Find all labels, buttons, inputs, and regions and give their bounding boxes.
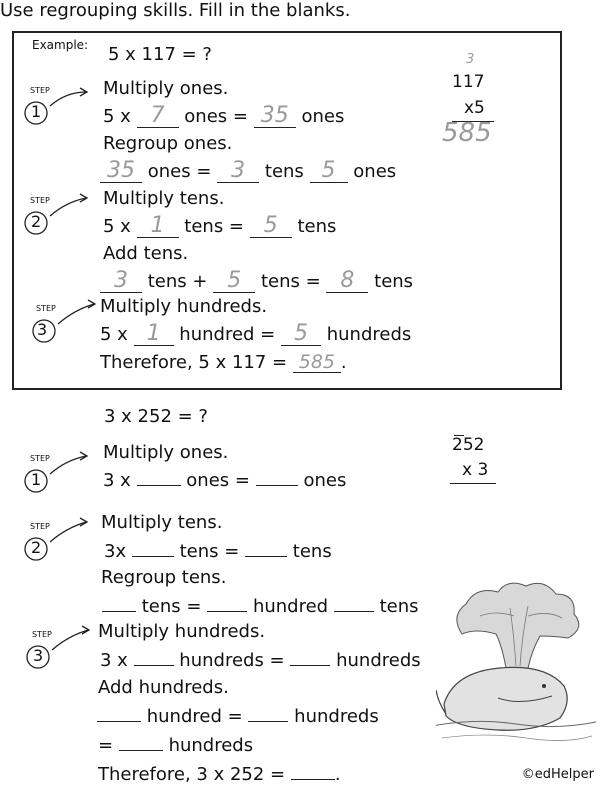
text: tens +	[147, 271, 208, 292]
answer-blank[interactable]: 585	[293, 353, 341, 373]
problem-therefore-line	[98, 763, 341, 785]
text: ones	[353, 161, 397, 182]
problem-multiply-tens-line	[104, 540, 332, 562]
step-label: STEP	[30, 196, 50, 205]
text: =	[98, 735, 114, 756]
answer-blank[interactable]	[291, 763, 335, 780]
example-therefore-line: Therefore, 5 x 117 = 585 .	[100, 351, 347, 373]
problem-regroup-tens-line	[102, 595, 418, 617]
problem-multiply-hundreds-heading: Multiply hundreds.	[98, 621, 266, 642]
problem-regroup-tens-heading: Regroup tens.	[101, 567, 227, 588]
problem-multiply-hundreds-line	[100, 649, 421, 671]
whale-spout-illustration	[436, 576, 596, 756]
text: 3 x	[103, 470, 131, 491]
example-add-tens-line	[100, 270, 413, 293]
problem-vertical-multiplier: x 3	[462, 460, 489, 480]
answer-blank[interactable]	[207, 595, 247, 612]
text: hundreds	[336, 650, 421, 671]
answer-blank[interactable]	[132, 540, 174, 557]
credit-text: ©edHelper	[521, 767, 594, 782]
answer-blank[interactable]: 3	[217, 160, 259, 183]
text: Therefore, 5 x 117 =	[100, 352, 288, 373]
problem-add-hundreds-line	[97, 705, 379, 727]
answer-blank[interactable]: 1	[137, 215, 179, 238]
problem-multiply-ones-line	[103, 469, 346, 491]
text: ones	[303, 470, 347, 491]
step-number: 2	[31, 538, 42, 557]
step-number: 1	[31, 470, 42, 489]
answer-blank[interactable]	[248, 705, 288, 722]
text: 5 x	[103, 106, 131, 127]
example-vertical-top: 117	[452, 72, 485, 92]
step-number: 3	[37, 320, 48, 339]
step-number: 1	[31, 102, 42, 121]
text: tens	[264, 161, 304, 182]
problem-step-2-icon	[14, 520, 58, 564]
text: hundred =	[179, 324, 276, 345]
answer-blank[interactable]	[102, 595, 136, 612]
example-multiply-tens-line	[103, 215, 336, 238]
answer-blank[interactable]	[119, 734, 163, 751]
text: tens =	[260, 271, 321, 292]
example-step-1-icon	[14, 84, 58, 128]
instruction-text: Use regrouping skills. Fill in the blanks.	[0, 0, 351, 21]
answer-blank[interactable]: 5	[281, 323, 321, 346]
answer-blank[interactable]: 7	[137, 105, 179, 128]
text: hundred	[252, 596, 329, 617]
answer-blank[interactable]	[290, 649, 330, 666]
text: 3 x	[100, 650, 128, 671]
text: hundreds =	[179, 650, 285, 671]
example-carry: 3	[466, 52, 475, 67]
problem-vertical-top: 252	[452, 435, 485, 455]
example-regroup-ones-line	[100, 160, 396, 183]
problem-multiply-tens-heading: Multiply tens.	[101, 512, 223, 533]
example-regroup-ones-heading: Regroup ones.	[103, 133, 233, 154]
text: hundreds	[294, 706, 379, 727]
text: tens	[374, 271, 414, 292]
text: tens	[292, 541, 332, 562]
problem-equals-line	[98, 734, 253, 756]
text: tens =	[141, 596, 202, 617]
text: hundred =	[146, 706, 243, 727]
example-vertical-answer: 585	[442, 118, 492, 148]
example-add-tens-heading: Add tens.	[103, 243, 189, 264]
answer-blank[interactable]: 35	[254, 105, 296, 128]
text: ones =	[147, 161, 212, 182]
example-multiply-ones-line	[103, 105, 344, 128]
answer-blank[interactable]: 5	[250, 215, 292, 238]
text: 5 x	[100, 324, 128, 345]
text: Therefore, 3 x 252 =	[98, 764, 286, 785]
answer-blank[interactable]: 8	[326, 270, 368, 293]
example-problem: 5 x 117 = ?	[108, 44, 212, 65]
step-label: STEP	[30, 86, 50, 95]
text: hundreds	[326, 324, 412, 345]
step-number: 2	[31, 212, 42, 231]
text: tens	[297, 216, 337, 237]
text: ones	[301, 106, 345, 127]
answer-blank[interactable]: 1	[134, 323, 174, 346]
text: tens	[379, 596, 419, 617]
problem-text: 3 x 252 = ?	[104, 406, 208, 427]
text: hundreds	[168, 735, 254, 756]
problem-step-1-icon	[14, 452, 58, 496]
problem-carry-mark	[454, 435, 464, 436]
text: 5 x	[103, 216, 131, 237]
problem-step-3-icon	[16, 628, 60, 672]
example-multiply-ones-heading: Multiply ones.	[103, 78, 229, 99]
answer-blank[interactable]	[334, 595, 374, 612]
answer-blank[interactable]	[245, 540, 287, 557]
text: 3x	[104, 541, 127, 562]
answer-blank[interactable]: 3	[100, 270, 142, 293]
example-multiply-hundreds-heading: Multiply hundreds.	[100, 296, 268, 317]
answer-blank[interactable]: 5	[310, 160, 348, 183]
example-vertical-multiplier: x5	[464, 98, 485, 118]
text: tens =	[184, 216, 245, 237]
answer-blank[interactable]	[256, 469, 298, 486]
example-multiply-tens-heading: Multiply tens.	[103, 188, 225, 209]
answer-blank[interactable]: 35	[100, 160, 142, 183]
answer-blank[interactable]	[97, 705, 141, 722]
step-label: STEP	[30, 454, 50, 463]
step-label: STEP	[36, 304, 56, 313]
example-step-3-icon	[22, 302, 66, 346]
text: tens =	[179, 541, 240, 562]
example-label: Example:	[32, 38, 89, 52]
example-multiply-hundreds-line	[100, 323, 411, 346]
problem-add-hundreds-heading: Add hundreds.	[98, 677, 229, 698]
step-label: STEP	[30, 522, 50, 531]
answer-blank[interactable]	[137, 469, 181, 486]
problem-vertical-rule	[450, 483, 496, 484]
answer-blank[interactable]: 5	[213, 270, 255, 293]
text: ones =	[184, 106, 248, 127]
problem-multiply-ones-heading: Multiply ones.	[103, 442, 229, 463]
step-number: 3	[33, 646, 44, 665]
example-step-2-icon	[14, 194, 58, 238]
answer-blank[interactable]	[134, 649, 174, 666]
text: ones =	[186, 470, 250, 491]
text: .	[334, 764, 341, 785]
step-label: STEP	[32, 630, 52, 639]
